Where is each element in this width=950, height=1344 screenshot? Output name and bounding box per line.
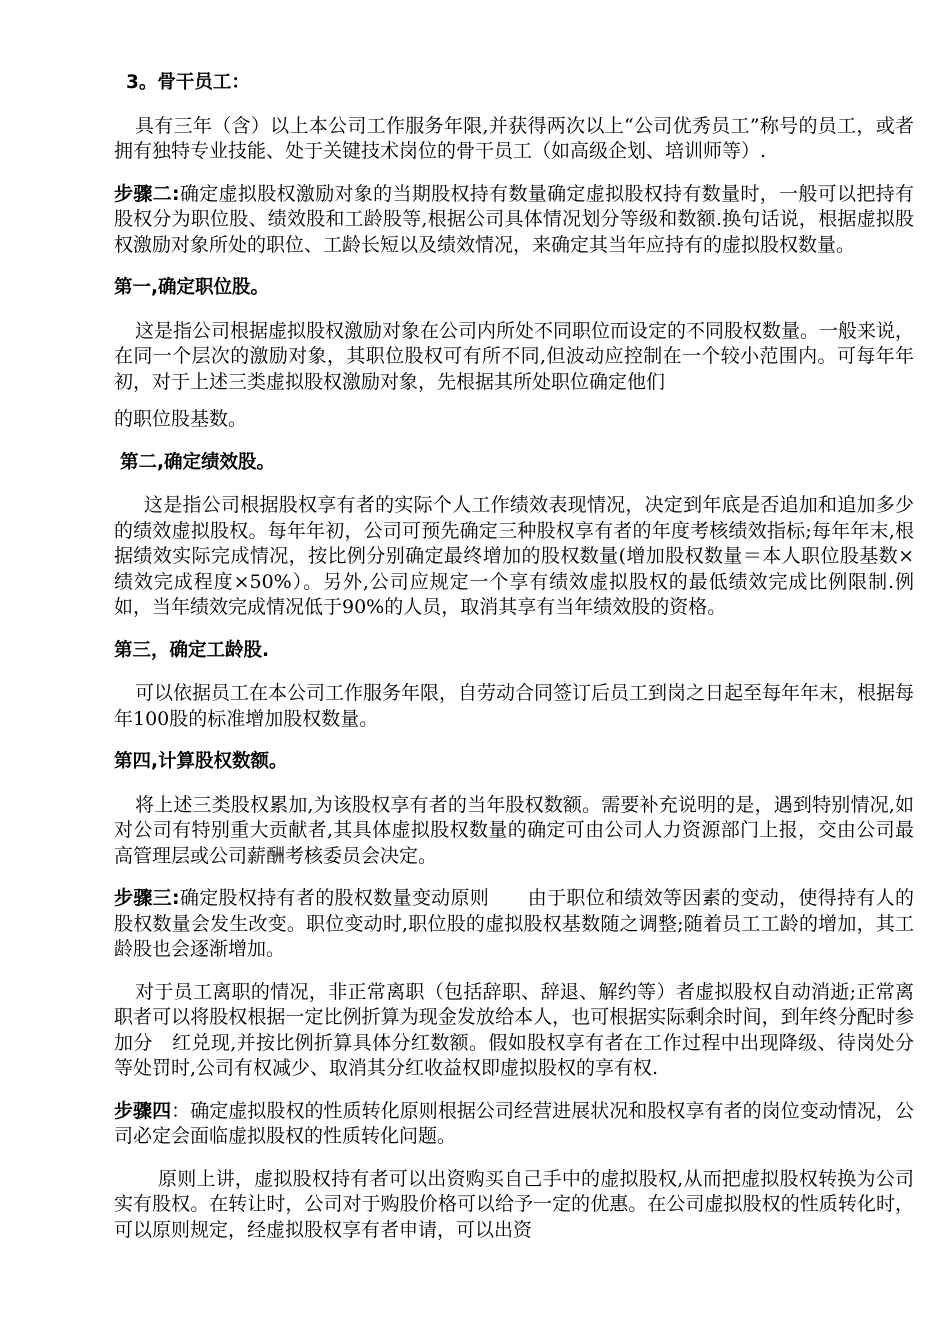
paragraph-calculate-shares: 将上述三类股权累加,为该股权享有者的当年股权数额。需要补充说明的是，遇到特别情况,如对公司有特别重大贡献者,其具体虚拟股权数量的确定可由公司人力资源部门上报，交由公司最高管理层或公司薪酬考核委员会决定。 — [114, 793, 914, 867]
paragraph-backbone-employees: 具有三年（含）以上本公司工作服务年限,并获得两次以上“公司优秀员工”称号的员工，或者拥有独特专业技能、处于关键技术岗位的骨干员工（如高级企划、培训师等）. — [114, 114, 914, 162]
paragraph-seniority-shares: 可以依据员工在本公司工作服务年限，自劳动合同签订后员工到岗之日起至每年年末，根据每年100股的标准增加股权数量。 — [114, 682, 915, 730]
heading-position-shares: 第一,确定职位股。 — [114, 277, 270, 298]
paragraph-position-shares-continued: 的职位股基数。 — [114, 408, 248, 430]
step-three-text: 确定股权持有者的股权数量变动原则 由于职位和绩效等因素的变动，使得持有人的股权数量会发生改变。职位变动时,职位股的虚拟股权基数随之调整;随着员工工龄的增加，其工龄股也会逐渐增加。 — [114, 887, 914, 960]
heading-seniority-shares: 第三，确定工龄股. — [114, 639, 270, 661]
paragraph-performance-shares: 这是指公司根据股权享有者的实际个人工作绩效表现情况，决定到年底是否追加和追加多少的绩效虚拟股权。每年年初，公司可预先确定三种股权享有者的年度考核绩效指标;每年年末,根据绩效实际完成情况，按比例分别确定最终增加的股权数量(增加股权数量＝本人职位股基数×绩效完成程度×50%）。另外,公司应规定一个享有绩效虚拟股权的最低绩效完成比例限制.例如，当年绩效完成情况低于90%的人员，取消其享有当年绩效股的资格。 — [114, 494, 914, 618]
paragraph-step-two — [114, 182, 914, 259]
heading-backbone-employees: 3。骨干员工： — [126, 72, 250, 93]
paragraph-conversion-principle: 原则上讲，虚拟股权持有者可以出资购买自己手中的虚拟股权,从而把虚拟股权转换为公司实有股权。在转让时，公司对于购股价格可以给予一定的优惠。在公司虚拟股权的性质转化时，可以原则规定，经虚拟股权享有者申请，可以出资 — [114, 1167, 914, 1241]
paragraph-step-four — [114, 1099, 914, 1150]
paragraph-step-three — [114, 886, 914, 963]
step-two-text: 确定虚拟股权激励对象的当期股权持有数量确定虚拟股权持有数量时，一般可以把持有股权分为职位股、绩效股和工龄股等,根据公司具体情况划分等级和数额.换句话说，根据虚拟股权激励对象所处的职位、工龄长短以及绩效情况，来确定其当年应持有的虚拟股权数量。 — [114, 182, 914, 256]
step-two-label: 步骤二: — [114, 182, 180, 205]
step-four-label: 步骤四 — [114, 1099, 172, 1122]
heading-calculate-shares: 第四,计算股权数额。 — [114, 751, 288, 772]
paragraph-position-shares: 这是指公司根据虚拟股权激励对象在公司内所处不同职位而设定的不同股权数量。一般来说，在同一个层次的激励对象，其职位股权可有所不同,但波动应控制在一个较小范围内。可每年年初，对于上述三类虚拟股权激励对象，先根据其所处职位确定他们 — [114, 319, 915, 393]
step-three-label: 步骤三: — [114, 887, 180, 909]
step-four-text: ：确定虚拟股权的性质转化原则根据公司经营进展状况和股权享有者的岗位变动情况，公司必定会面临虚拟股权的性质转化问题。 — [114, 1099, 914, 1147]
paragraph-resignation: 对于员工离职的情况，非正常离职（包括辞职、辞退、解约等）者虚拟股权自动消逝;正常离职者可以将股权根据一定比例折算为现金发放给本人，也可根据实际剩余时间，到年终分配时参加分 红兑现,并按比例折算具体分红数额。假如股权享有者在工作过程中出现降级、待岗处分等处罚时,公司有权减少、取消其分红收益权即虚拟股权的享有权. — [114, 980, 914, 1079]
heading-performance-shares: 第二,确定绩效股。 — [120, 451, 276, 473]
document-page — [114, 70, 914, 1260]
